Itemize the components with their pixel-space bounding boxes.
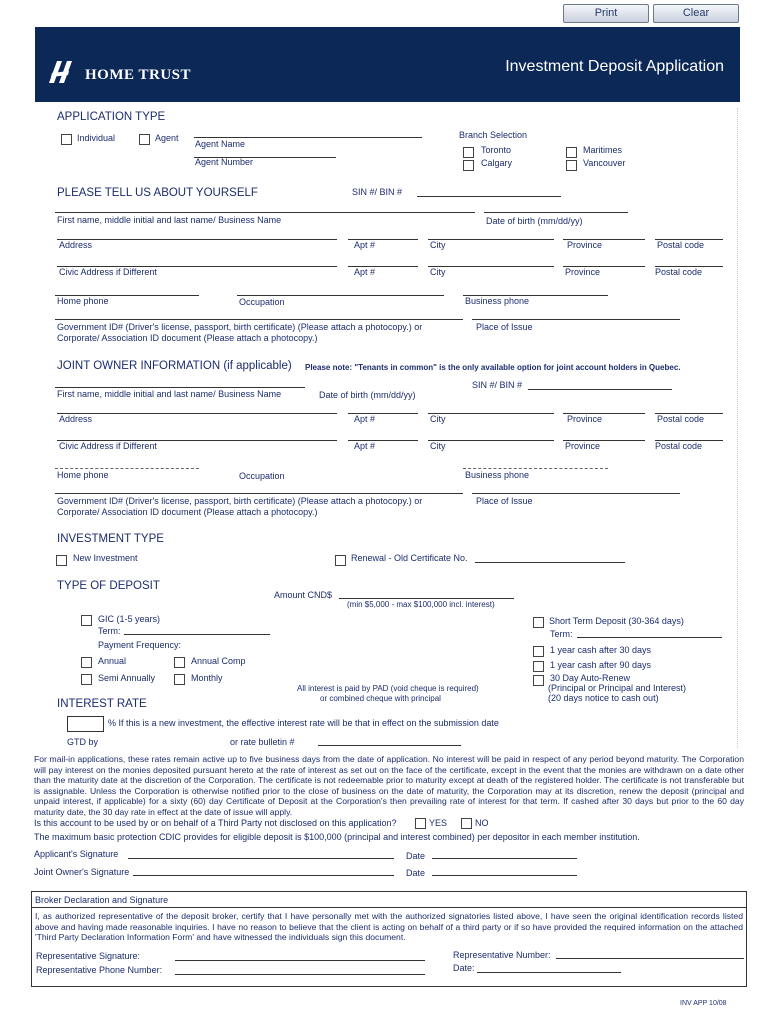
amount-field[interactable]	[339, 598, 514, 599]
cash-90-checkbox[interactable]	[533, 661, 544, 672]
maritimes-label: Maritimes	[583, 145, 623, 155]
home-phone-label: Home phone	[57, 296, 109, 306]
civic-province-label: Province	[565, 267, 601, 277]
investment-type-heading: INVESTMENT TYPE	[57, 533, 164, 545]
broker-date-field[interactable]	[477, 972, 621, 973]
auto-renew-note-2: (20 days notice to cash out)	[548, 693, 659, 703]
auto-renew-checkbox[interactable]	[533, 675, 544, 686]
rate-bulletin-field[interactable]	[318, 745, 461, 746]
joint-dob-label: Date of birth (mm/dd/yy)	[319, 390, 416, 400]
header-banner	[35, 27, 740, 102]
new-investment-checkbox[interactable]	[56, 555, 67, 566]
broker-heading: Broker Declaration and Signature	[35, 895, 169, 905]
interest-rate-note: % If this is a new investment, the effective interest rate will be that in effect on the submission date	[108, 718, 499, 728]
dob-label: Date of birth (mm/dd/yy)	[486, 216, 583, 226]
annual-label: Annual	[98, 656, 127, 666]
joint-quebec-note: Please note: "Tenants in common" is the only available option for joint account holders in Quebec.	[305, 363, 681, 372]
annual-comp-label: Annual Comp	[191, 656, 246, 666]
semi-annual-checkbox[interactable]	[81, 674, 92, 685]
joint-gov-id-label-2: Corporate/ Association ID document (Please attach a photocopy.)	[57, 507, 318, 517]
pad-note-1: All interest is paid by PAD (void cheque is required)	[297, 684, 479, 693]
individual-label: Individual	[77, 133, 116, 143]
branch-selection-label: Branch Selection	[459, 130, 528, 140]
third-party-yes-label: YES	[429, 818, 448, 828]
occupation-field[interactable]	[237, 295, 444, 296]
cash-30-checkbox[interactable]	[533, 646, 544, 657]
gtd-by-label: GTD by	[67, 737, 99, 747]
dob-field[interactable]	[484, 212, 628, 213]
date-1-label: Date	[406, 851, 426, 861]
agent-checkbox[interactable]	[139, 134, 150, 145]
maritimes-checkbox[interactable]	[566, 147, 577, 158]
application-type-heading: APPLICATION TYPE	[57, 111, 166, 123]
joint-address-field[interactable]	[57, 413, 337, 414]
about-heading: PLEASE TELL US ABOUT YOURSELF	[57, 187, 258, 199]
joint-sin-label: SIN #/ BIN #	[472, 380, 523, 390]
margin-dots	[737, 108, 740, 748]
cash-90-label: 1 year cash after 90 days	[550, 660, 652, 670]
date-2-field[interactable]	[432, 875, 577, 876]
joint-gov-id-field[interactable]	[55, 493, 463, 494]
sin-field[interactable]	[417, 196, 561, 197]
short-term-term-field[interactable]	[577, 637, 722, 638]
third-party-no-label: NO	[475, 818, 489, 828]
civic-city-label: City	[430, 267, 446, 277]
applicant-signature-label: Applicant's Signature	[34, 849, 119, 859]
third-party-yes-checkbox[interactable]	[415, 818, 426, 829]
province-label: Province	[567, 240, 603, 250]
gov-id-label-2: Corporate/ Association ID document (Please attach a photocopy.)	[57, 333, 318, 343]
joint-civic-label: Civic Address if Different	[59, 441, 157, 451]
joint-business-phone-label: Business phone	[465, 470, 530, 480]
rep-phone-field[interactable]	[175, 974, 425, 975]
gic-term-field[interactable]	[124, 634, 270, 635]
third-party-question: Is this account to be used by or on behalf of a Third Party not disclosed on this application?	[34, 818, 397, 828]
short-term-term-label: Term:	[550, 629, 573, 639]
joint-apt-label: Apt #	[354, 414, 376, 424]
joint-address-label: Address	[59, 414, 93, 424]
gic-term-label: Term:	[98, 626, 121, 636]
new-investment-label: New Investment	[73, 553, 138, 563]
joint-sin-field[interactable]	[528, 389, 672, 390]
joint-home-phone-label: Home phone	[57, 470, 109, 480]
joint-civic-city-field[interactable]	[428, 440, 554, 441]
form-code: INV APP 10/08	[680, 1000, 727, 1007]
joint-place-of-issue-label: Place of Issue	[476, 496, 533, 506]
joint-civic-postal-label: Postal code	[655, 441, 703, 451]
rep-signature-field[interactable]	[175, 960, 425, 961]
auto-renew-note-1: (Principal or Principal and Interest)	[548, 683, 687, 693]
rep-phone-label: Representative Phone Number:	[36, 965, 163, 975]
agent-name-field[interactable]	[194, 137, 422, 138]
joint-gov-id-label: Government ID# (Driver's license, passport, birth certificate) (Please attach a photocopy.) or	[57, 496, 423, 506]
broker-date-label: Date:	[453, 963, 475, 973]
joint-signature-field[interactable]	[133, 875, 394, 876]
joint-city-field[interactable]	[428, 413, 554, 414]
interest-rate-field[interactable]	[67, 716, 104, 732]
sin-label: SIN #/ BIN #	[352, 187, 403, 197]
joint-business-phone-field[interactable]	[463, 468, 608, 469]
joint-heading: JOINT OWNER INFORMATION (if applicable)	[57, 360, 292, 372]
type-of-deposit-heading: TYPE OF DEPOSIT	[57, 580, 160, 592]
joint-name-field[interactable]	[55, 387, 305, 388]
gic-label: GIC (1-5 years)	[98, 614, 161, 624]
joint-civic-province-label: Province	[565, 441, 601, 451]
rep-number-field[interactable]	[556, 958, 744, 959]
broker-divider	[31, 907, 746, 908]
monthly-label: Monthly	[191, 673, 223, 683]
joint-civic-city-label: City	[430, 441, 446, 451]
semi-annual-label: Semi Annually	[98, 673, 156, 683]
renewal-label: Renewal - Old Certificate No.	[351, 553, 468, 563]
broker-declaration-text: I, as authorized representative of the deposit broker, certify that I have personally met with the authorized signatories listed above, I have seen the original identification records listed above and having made reasonable inquiries. I have no reason to believe that the client is acting on behalf of a third party or if so have provided the required information on the attached 'Third Party Declaration Information Form' and have witnessed the individuals sign this document.	[35, 911, 743, 943]
vancouver-label: Vancouver	[583, 158, 626, 168]
place-of-issue-label: Place of Issue	[476, 322, 533, 332]
joint-place-of-issue-field[interactable]	[472, 493, 680, 494]
joint-postal-label: Postal code	[657, 414, 705, 424]
old-certificate-field[interactable]	[475, 562, 625, 563]
gic-checkbox[interactable]	[81, 615, 92, 626]
toronto-checkbox[interactable]	[463, 147, 474, 158]
print-button[interactable]: Print	[563, 4, 649, 23]
annual-comp-checkbox[interactable]	[174, 657, 185, 668]
joint-civic-apt-label: Apt #	[354, 441, 376, 451]
place-of-issue-field[interactable]	[472, 319, 680, 320]
renewal-checkbox[interactable]	[335, 555, 346, 566]
address-field[interactable]	[57, 239, 337, 240]
individual-checkbox[interactable]	[61, 134, 72, 145]
joint-home-phone-field[interactable]	[55, 468, 199, 469]
civic-postal-label: Postal code	[655, 267, 703, 277]
joint-city-label: City	[430, 414, 446, 424]
pad-note-2: or combined cheque with principal	[320, 694, 441, 703]
civic-apt-label: Apt #	[354, 267, 376, 277]
apt-label: Apt #	[354, 240, 376, 250]
joint-occupation-label: Occupation	[239, 471, 285, 481]
date-1-field[interactable]	[432, 858, 577, 859]
vancouver-checkbox[interactable]	[566, 160, 577, 171]
joint-signature-label: Joint Owner's Signature	[34, 867, 130, 877]
gov-id-field[interactable]	[55, 319, 463, 320]
joint-name-label: First name, middle initial and last name/ Business Name	[57, 389, 282, 399]
home-trust-logo-icon	[47, 59, 73, 85]
payment-frequency-label: Payment Frequency:	[98, 640, 182, 650]
clear-button[interactable]: Clear	[653, 4, 739, 23]
address-label: Address	[59, 240, 93, 250]
name-field[interactable]	[55, 212, 475, 213]
date-2-label: Date	[406, 868, 426, 878]
joint-province-label: Province	[567, 414, 603, 424]
applicant-signature-field[interactable]	[128, 858, 394, 859]
third-party-no-checkbox[interactable]	[461, 818, 472, 829]
rep-number-label: Representative Number:	[453, 950, 551, 960]
amount-label: Amount CND$	[274, 590, 333, 600]
interest-rate-heading: INTEREST RATE	[57, 698, 147, 710]
rate-bulletin-label: or rate bulletin #	[230, 737, 295, 747]
terms-paragraph: For mail-in applications, these rates remain active up to five business days from the date of application. No interest will be paid in respect of any period beyond maturity. The Corporation will pay interest on the monies deposited pursuant hereto at the rate of interest as set out on the face of the certificate, except in the event that the monies are withdrawn on a date other than the maturity date at the discretion of the Corporation. The certificate is not redeemable prior to maturity except at death of the registered holder. The certificate is not transferable but is assignable. Unless the Corporation is otherwise notified prior to the close of business on the date of maturity, the Corporation may at its discretion, renew the deposit (principal and unpaid interest, if applicable) for a sixty (60) day Certificate of Deposit at the Corporation's then prevailing rate of interest for that term. If cashed after 30 days but prior to the 60 day maturity date, the 30 day rate in effect at the date of issue will apply.	[34, 754, 744, 817]
agent-label: Agent	[155, 133, 179, 143]
occupation-label: Occupation	[239, 297, 285, 307]
toronto-label: Toronto	[481, 145, 512, 155]
civic-label: Civic Address if Different	[59, 267, 157, 277]
page-title: Investment Deposit Application	[505, 58, 724, 75]
cdic-note: The maximum basic protection CDIC provides for eligible deposit is $100,000 (principal and interest combined) per depositor in each member institution.	[34, 832, 640, 842]
agent-number-label: Agent Number	[195, 157, 254, 167]
city-label: City	[430, 240, 446, 250]
agent-name-label: Agent Name	[195, 139, 246, 149]
postal-label: Postal code	[657, 240, 705, 250]
cash-30-label: 1 year cash after 30 days	[550, 645, 652, 655]
civic-city-field[interactable]	[428, 266, 554, 267]
auto-renew-label: 30 Day Auto-Renew	[550, 673, 631, 683]
city-field[interactable]	[428, 239, 554, 240]
short-term-checkbox[interactable]	[533, 617, 544, 628]
name-label: First name, middle initial and last name/ Business Name	[57, 215, 282, 225]
monthly-checkbox[interactable]	[174, 674, 185, 685]
amount-note: (min $5,000 - max $100,000 incl. interest)	[347, 600, 495, 609]
gov-id-label: Government ID# (Driver's license, passport, birth certificate) (Please attach a photocopy.) or	[57, 322, 423, 332]
business-phone-label: Business phone	[465, 296, 530, 306]
calgary-checkbox[interactable]	[463, 160, 474, 171]
rep-signature-label: Representative Signature:	[36, 951, 141, 961]
annual-checkbox[interactable]	[81, 657, 92, 668]
calgary-label: Calgary	[481, 158, 513, 168]
brand-name: HOME TRUST	[85, 67, 191, 83]
short-term-label: Short Term Deposit (30-364 days)	[549, 616, 684, 626]
